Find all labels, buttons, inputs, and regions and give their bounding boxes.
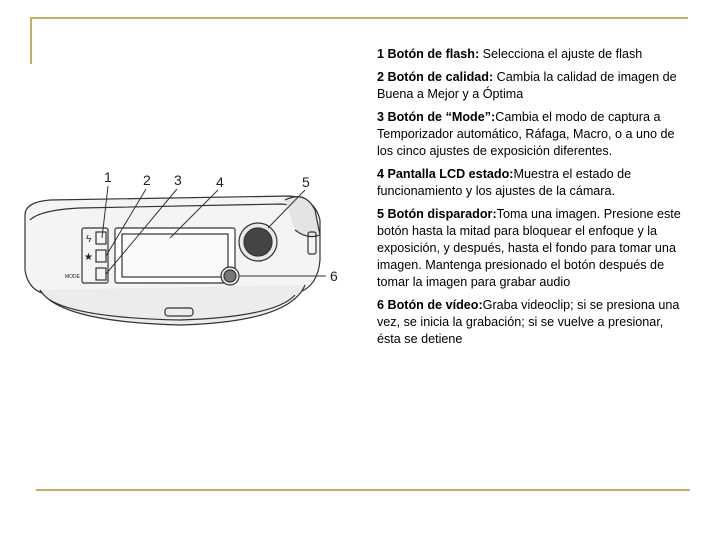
callout-2: 2	[143, 172, 151, 188]
desc-term-2: 2 Botón de calidad:	[377, 70, 494, 84]
desc-item-3	[377, 109, 682, 160]
bottom-border-line	[36, 489, 690, 491]
camera-top-view-diagram	[20, 160, 350, 345]
desc-text-4: Muestra el estado de funcionamiento y los ajustes de la cámara.	[377, 167, 632, 198]
button-descriptions	[377, 46, 682, 354]
quality-glyph: ★	[84, 252, 93, 263]
desc-item-5	[377, 206, 682, 291]
desc-term-6: 6 Botón de vídeo:	[377, 298, 483, 312]
left-border-line	[30, 17, 32, 64]
mode-glyph: MODE	[65, 274, 80, 280]
desc-term-3: 3 Botón de “Mode”:	[377, 110, 496, 124]
desc-term-5: 5 Botón disparador:	[377, 207, 497, 221]
desc-item-1	[377, 46, 682, 63]
callout-4: 4	[216, 174, 224, 190]
callout-5: 5	[302, 174, 310, 190]
desc-text-2: Cambia la calidad de imagen de Buena a Mejor y a Óptima	[377, 70, 677, 101]
desc-term-4: 4 Pantalla LCD estado:	[377, 167, 514, 181]
shutter-button	[244, 228, 272, 256]
desc-term-1: 1 Botón de flash:	[377, 47, 480, 61]
desc-item-2	[377, 69, 682, 103]
callout-1: 1	[104, 169, 112, 185]
flash-glyph: ϟ	[86, 234, 92, 245]
desc-item-6	[377, 297, 682, 348]
desc-text-5: Toma una imagen. Presione este botón hasta la mitad para bloquear el enfoque y la exposición, y después, hasta el fondo para tomar una imagen. Mantenga presionado el botón después de tomar la imagen para grabar audio	[377, 207, 681, 289]
lcd-screen	[122, 234, 228, 277]
desc-text-3: Cambia el modo de captura a Temporizador automático, Ráfaga, Macro, o a uno de los cinco ajustes de exposición diferentes.	[377, 110, 675, 158]
desc-text-1: Selecciona el ajuste de flash	[479, 47, 643, 61]
desc-text-6: Graba videoclip; si se presiona una vez, se inicia la grabación; si se vuelve a presionar, ésta se detiene	[377, 298, 680, 346]
desc-item-4	[377, 166, 682, 200]
video-button	[224, 270, 236, 282]
callout-6: 6	[330, 268, 338, 284]
camera-bottom-bulge	[40, 285, 305, 325]
callout-3: 3	[174, 172, 182, 188]
top-border-line	[30, 17, 688, 19]
